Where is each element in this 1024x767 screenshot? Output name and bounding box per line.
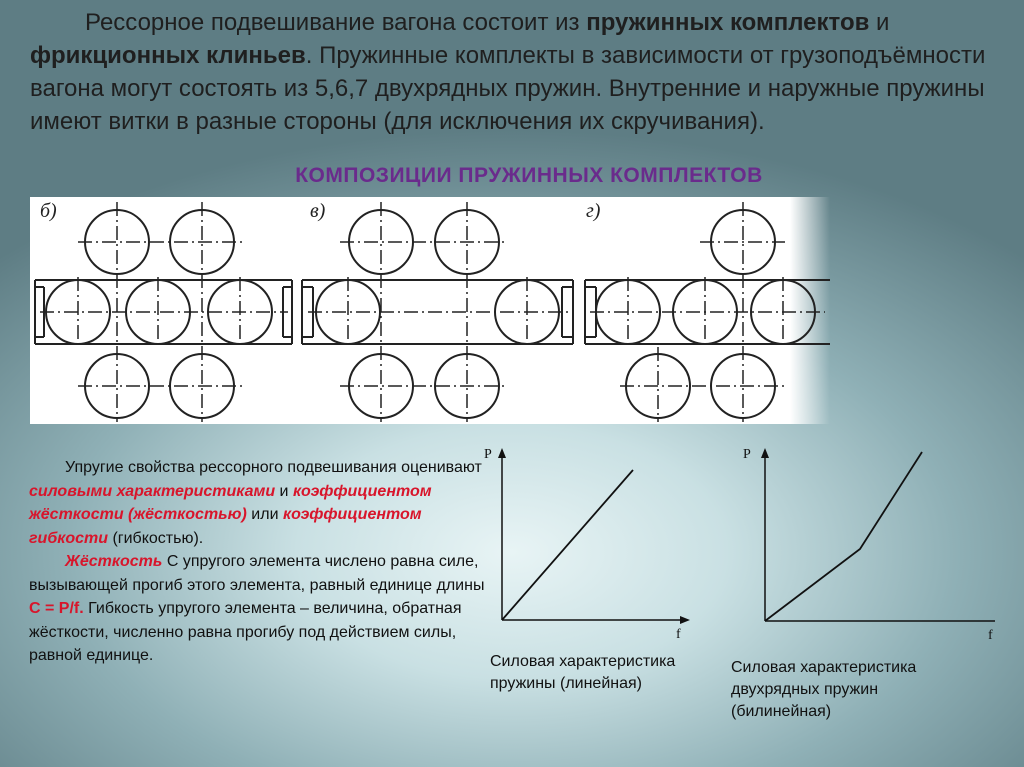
desc-text-3: или — [246, 506, 283, 523]
panel-b-drawing — [35, 210, 292, 418]
desc-text-5: С упругого элемента числено равна силе, вызывающей прогиб этого элемента, равный единице длины — [29, 553, 485, 594]
term-stiffness: Жёсткость — [65, 553, 163, 570]
term-flexibility-coefficient: коэффициентом гибкости — [29, 506, 422, 547]
intro-text-2: и — [869, 9, 890, 36]
desc-text-2: и — [275, 482, 293, 500]
term-force-characteristics: силовыми характеристиками — [29, 482, 276, 500]
linear-caption-line-2: пружины (линейная) — [490, 675, 642, 692]
bilinear-graph-caption — [731, 657, 1001, 723]
intro-text-1: Рессорное подвешивание вагона состоит из — [85, 9, 587, 36]
spring-compositions-figure — [30, 197, 830, 424]
panel-label-v: в) — [310, 200, 326, 222]
bilinear-caption-line-3: (билинейная) — [731, 703, 832, 720]
bilinear-force-graph — [740, 440, 1010, 645]
bilinear-characteristic-line — [765, 452, 922, 621]
panel-v-drawing — [302, 210, 573, 418]
x-axis-label: f — [676, 627, 681, 640]
linear-caption-line-1: Силовая характеристика — [490, 653, 676, 670]
desc-text-4: (гибкостью). — [108, 529, 204, 547]
section-title: КОМПОЗИЦИИ ПРУЖИННЫХ КОМПЛЕКТОВ — [295, 164, 763, 187]
panel-label-b: б) — [40, 200, 57, 222]
intro-bold-springs: пружинных комплектов — [586, 9, 870, 36]
bilinear-caption-line-1: Силовая характеристика — [731, 659, 917, 676]
x-axis-label: f — [988, 628, 993, 643]
linear-graph-caption — [490, 651, 730, 695]
intro-paragraph — [30, 6, 990, 138]
stiffness-formula: С = P/f. — [29, 600, 84, 617]
linear-force-graph — [478, 440, 698, 640]
desc-text-6: Гибкость упругого элемента – величина, обратная жёсткости, численно равна прогибу под действием силы, равной единице. — [29, 600, 462, 664]
bilinear-caption-line-2: двухрядных пружин — [731, 681, 879, 698]
panel-g-drawing — [585, 210, 830, 418]
intro-text-3: . Пружинные комплекты в зависимости от грузоподъёмности вагона могут состоять из 5,6,7 двухрядных пружин. Внутренние и наружные пружины имеют витки в разные стороны (для исключения их скручивания). — [30, 42, 986, 135]
linear-characteristic-line — [502, 470, 633, 620]
desc-text-1: Упругие свойства рессорного подвешивания оценивают — [65, 459, 482, 476]
intro-bold-wedges: фрикционных клиньев — [30, 42, 306, 69]
panel-label-g: г) — [586, 200, 601, 222]
y-axis-label: P — [743, 447, 751, 462]
elastic-properties-text — [29, 456, 491, 668]
term-stiffness-coefficient: коэффициентом жёсткости (жёсткостью) — [29, 482, 432, 523]
y-axis-label: P — [484, 447, 492, 462]
